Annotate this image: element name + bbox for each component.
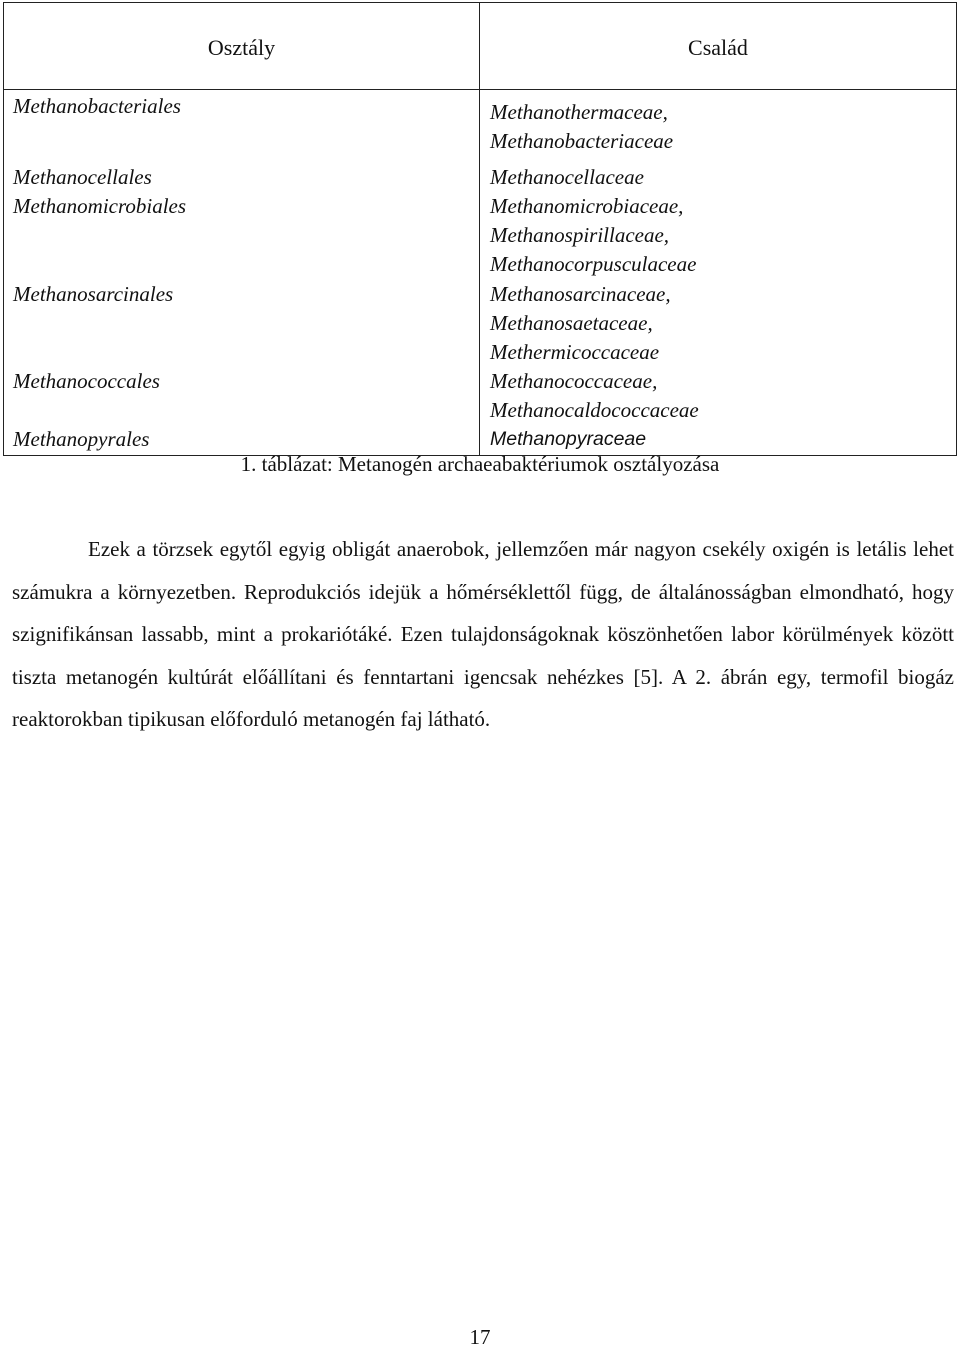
table-body bbox=[4, 90, 956, 455]
cell-csalad: Methanopyraceae bbox=[490, 428, 647, 450]
column-csalad bbox=[480, 90, 956, 455]
cell-csalad: Methermicoccaceae bbox=[490, 340, 660, 364]
cell-osztaly: Methanobacteriales bbox=[13, 94, 181, 118]
header-csalad: Család bbox=[688, 35, 748, 60]
cell-csalad: Methanomicrobiaceae, bbox=[490, 194, 684, 218]
cell-osztaly: Methanosarcinales bbox=[13, 282, 174, 306]
body-paragraph: Ezek a törzsek egytől egyig obligát anaerobok, jellemzően már nagyon csekély oxigén is letális lehet számukra a környezetben. Reprodukciós idejük a hőmérséklettől függ, de általánosságban elmondható, hogy szignifikánsan lassabb, mint a prokariótáké. Ezen tulajdonságoknak köszönhetően labor körülmények között tiszta metanogén kultúrát előállítani és fenntartani igencsak nehézkes [5]. A 2. ábrán egy, termofil biogáz reaktorokban tipikusan előforduló metanogén faj látható. bbox=[12, 537, 954, 731]
header-osztaly: Osztály bbox=[4, 3, 480, 89]
cell-csalad: Methanosarcinaceae, bbox=[490, 282, 671, 306]
cell-osztaly: Methanomicrobiales bbox=[13, 194, 187, 218]
cell-osztaly: Methanopyrales bbox=[13, 427, 150, 451]
table-caption: 1. táblázat: Metanogén archaeabaktériumok osztályozása bbox=[240, 452, 720, 476]
cell-osztaly: Methanococcales bbox=[13, 369, 160, 393]
cell-csalad: Methanothermaceae, bbox=[490, 100, 668, 124]
cell-csalad: Methanocorpusculaceae bbox=[490, 252, 697, 276]
table-header-row bbox=[4, 3, 956, 90]
cell-csalad: Methanocellaceae bbox=[490, 165, 644, 189]
cell-csalad: Methanobacteriaceae bbox=[490, 129, 674, 153]
cell-csalad: Methanospirillaceae, bbox=[490, 223, 670, 247]
classification-table bbox=[3, 2, 957, 456]
page-number: 17 bbox=[469, 1325, 491, 1349]
cell-csalad: Methanococcaceae, bbox=[490, 369, 658, 393]
column-osztaly bbox=[4, 90, 480, 455]
cell-csalad: Methanosaetaceae, bbox=[490, 311, 653, 335]
cell-csalad: Methanocaldococcaceae bbox=[490, 398, 699, 422]
cell-osztaly: Methanocellales bbox=[13, 165, 152, 189]
